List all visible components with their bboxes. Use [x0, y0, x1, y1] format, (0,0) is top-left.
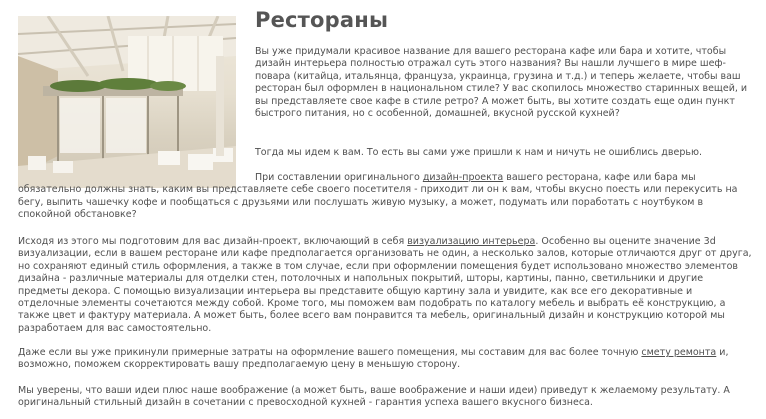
- visualization-paragraph: Исходя из этого мы подготовим для вас дизайн-проект, включающий в себя визуализацию интерьера. Особенно вы оцените значение 3d визуализации, если в вашем ресторане или кафе предполагается организовать не один, а несколько залов, которые отличаются друг от друга, но сохраняют единый стиль оформления, а также в том случае, если при оформлении помещения будет использовано множество элементов дизайна - различные материалы для отделки стен, потолочных и напольных покрытий, шторы, картины, панно, светильники и другие предметы декора. С помощью визуализации интерьера вы представите общую картину зала и увидите, как все его декоративные и отделочные элементы сочетаются между собой. Кроме того, мы поможем вам подобрать по каталогу мебель и выбрать её конструкцию, а также цвет и фактуру материала. А может быть, более всего вам понравится та мебель, оригинальный дизайн и конструкцию которой мы разработаем для вас самостоятельно.: [18, 236, 752, 334]
- estimate-paragraph: Даже если вы уже прикинули примерные затраты на оформление вашего помещения, мы составим для вас более точную смету ремонта и, возможно, поможем скорректировать вашу предполагаемую цену в меньшую сторону.: [18, 347, 729, 371]
- intro-paragraph: Вы уже придумали красивое название для вашего ресторана кафе или бара и хотите, чтобы дизайн интерьера полностью отражал суть этого названия? Вы нашли лучшего в мире шеф-повара (китайца, итальянца, француза, украинца, грузина и т.д.) и теперь желаете, чтобы ваш ресторан был оформлен в национальном стиле? У вас скопилось множество старинных вещей, и вы представляете свое кафе в стиле ретро? А может быть, вы хотите создать еще один пункт быстрого питания, но с особенной, домашней, вкусной русской кухней?: [255, 46, 748, 120]
- closing-paragraph: Мы уверены, что ваши идеи плюс наше воображение (а может быть, ваше воображение и наши идеи) приведут к желаемому результату. А оригинальный стильный дизайн в сочетании с превосходной кухней - гарантия успеха вашего вкусного бизнеса.: [18, 385, 730, 409]
- page-title: Рестораны: [255, 8, 389, 32]
- welcome-paragraph: Тогда мы идем к вам. То есть вы сами уже пришли к нам и ничуть не ошиблись дверью.: [255, 147, 702, 158]
- design-project-link[interactable]: дизайн-проекта: [422, 172, 504, 183]
- interior-visualization-link[interactable]: визуализацию интерьера: [407, 236, 536, 247]
- repair-estimate-link[interactable]: смету ремонта: [641, 347, 717, 358]
- restaurant-interior-image: [18, 16, 236, 188]
- design-project-paragraph: При составлении оригинального дизайн-проекта вашего ресторана, кафе или бара мы обязательно должны знать, каким вы представляете себе своего посетителя - приходит ли он к вам, чтобы вкусно поесть или перекусить на бегу, выпить чашечку кофе и пообщаться с друзьями или послушать живую музыку, а может, подумать или поработать с ноутбуком в спокойной обстановке?: [18, 172, 738, 221]
